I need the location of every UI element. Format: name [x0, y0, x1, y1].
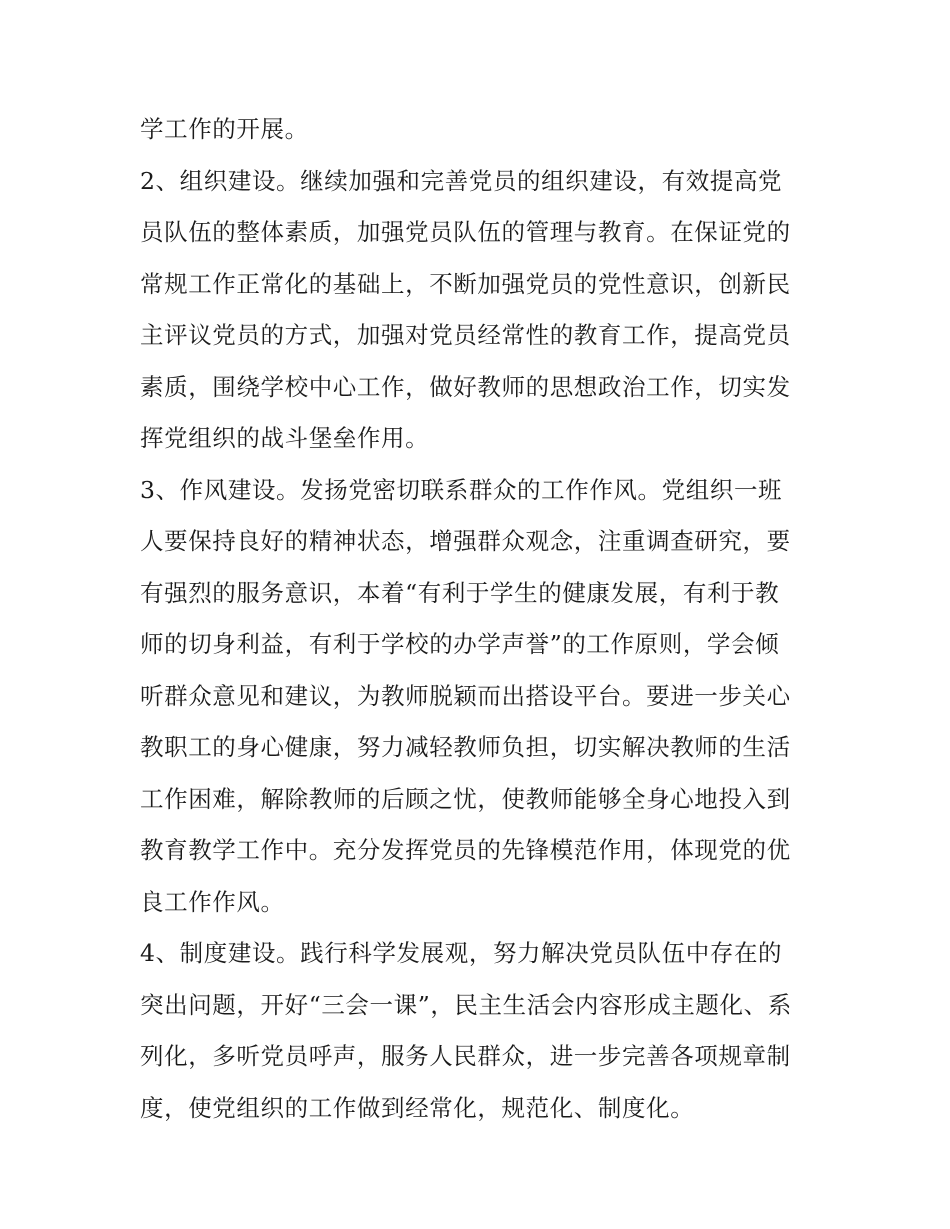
text-line: 常规工作正常化的基础上，不断加强党员的党性意识，创新民: [140, 269, 791, 298]
text-line: 列化，多听党员呼声，服务人民群众，进一步完善各项规章制: [140, 1042, 791, 1070]
text-line: 4、制度建设。践行科学发展观，努力解决党员队伍中存在的: [140, 939, 783, 967]
text-line: 良工作作风。: [140, 887, 285, 916]
text-line: 教育教学工作中。充分发挥党员的先锋模范作用，体现党的优: [140, 836, 791, 864]
text-line: 教职工的身心健康，努力减轻教师负担，切实解决教师的生活: [140, 733, 791, 761]
text-line: 3、作风建设。发扬党密切联系群众的工作作风。党组织一班: [140, 475, 783, 504]
text-line: 人要保持良好的精神状态，增强群众观念，注重调查研究，要: [140, 527, 791, 555]
text-line: 听群众意见和建议，为教师脱颖而出搭设平台。要进一步关心: [140, 681, 791, 710]
text-line: 员队伍的整体素质，加强党员队伍的管理与教育。在保证党的: [140, 218, 791, 246]
text-line: 挥党组织的战斗堡垒作用。: [140, 424, 430, 452]
text-line: 学工作的开展。: [140, 115, 309, 143]
text-line: 素质，围绕学校中心工作，做好教师的思想政治工作，切实发: [140, 372, 791, 401]
text-line: 2、组织建设。继续加强和完善党员的组织建设，有效提高党: [140, 166, 783, 195]
document-body: [140, 104, 830, 1134]
text-line: 师的切身利益，有利于学校的办学声誉”的工作原则，学会倾: [140, 630, 780, 658]
text-line: 有强烈的服务意识，本着“有利于学生的健康发展，有利于教: [140, 578, 780, 607]
text-line: 主评议党员的方式，加强对党员经常性的教育工作，提高党员: [140, 321, 791, 349]
text-line: 度，使党组织的工作做到经常化，规范化、制度化。: [140, 1093, 695, 1122]
text-line: 突出问题，开好“三会一课”，民主生活会内容形成主题化、系: [140, 990, 792, 1019]
text-line: 工作困难，解除教师的后顾之忧，使教师能够全身心地投入到: [140, 784, 791, 813]
